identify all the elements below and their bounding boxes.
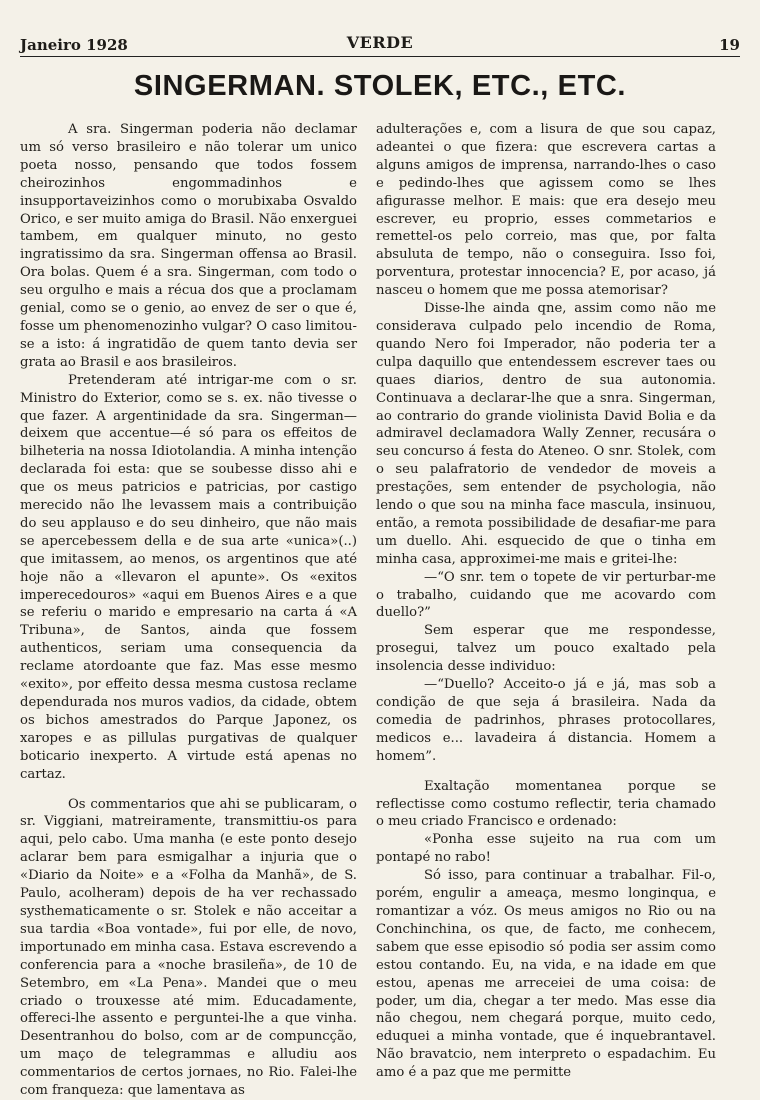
paragraph: Disse-lhe ainda qne, assim como não me considerava culpado pelo incendio de Roma, quando Nero foi Imperador, não poderia ter a culpa daquillo que entendessem escrever taes ou quaes diarios, dentro de sua autonomia. Continuava a declarar-lhe que a snra. Singerman, ao contrario do grande violinista David Bolia e da admiravel declamadora Wally Zenner, recusára o seu concurso á festa do Ateneo. O snr. Stolek, com o seu palafratorio de vendedor de moveis a prestações, sem entender de psychologia, não lendo o que sou na minha face mascula, insinuou, então, a remota possibilidade de desafiar-me para um duello. Ahi. esquecido de que o tinha em minha casa, approximei-me mais e gritei-lhe: xyxy=(376,301,716,567)
paragraph: Só isso, para continuar a trabalhar. Fil-o, porém, engulir a ameaça, mesmo longinqua, e romantizar a vóz. Os meus amigos no Rio ou na Conchinchina, os que, de facto, me conhecem, sabem que esse episodio só podia ser assim como estou contando. Eu, na vida, e na idade em que estou, apenas me arreceiei de uma coisa: de poder, um dia, chegar a ter medo. Mas esse dia não chegou, nem chegará porque, muito cedo, eduquei a minha vontade, que é inquebrantavel. Não bravatcio, nem interpreto o espadachim. Eu amo é a paz que me permitte xyxy=(376,868,716,1081)
paragraph: Sem esperar que me respondesse, prosegui, talvez um pouco exaltado pela insolencia desse individuo: xyxy=(376,623,716,675)
paragraph: Os commentarios que ahi se publicaram, o sr. Viggiani, matreiramente, transmittiu-os para aqui, pelo cabo. Uma manha (e este ponto desejo aclarar bem para esmigalhar a injuria que o «Diario da Noite» e a «Folha da Manhã», de S. Paulo, acolheram) depois de ha ver rechassado systhematicamente o sr. Stolek e não acceitar a sua tardia «Boa vontade», fui por elle, de novo, importunado em minha casa. Estava escrevendo a conferencia para a «noche brasileña», de 10 de Setembro, em «La Pena». Mandei que o meu criado o trouxesse até mim. Educadamente, offereci-lhe assento e perguntei-lhe a que vinha. Desentranhou do bolso, com ar de compuncção, um maço de telegrammas e alludiu aos commentarios de certos jornaes, no Rio. Falei-lhe com franqueza: que lamentava as xyxy=(20,796,357,1099)
left-column xyxy=(20,121,357,1099)
paragraph: —“Duello? Acceito-o já e já, mas sob a condição de que seja á brasileira. Nada da comedia de padrinhos, phrases protocollares, medicos e... lavadeira á distancia. Homem a homem”. xyxy=(376,677,716,764)
article-title: SINGERMAN. STOLEK, ETC., ETC. xyxy=(133,70,627,102)
right-column xyxy=(376,121,716,1081)
paragraph: A sra. Singerman poderia não declamar um só verso brasileiro e não tolerar um unico poeta nosso, pensando que todos fossem cheirozinhos engommadinhos e insupportaveizinhos como o morubixaba Osvaldo Orico, e ser muito amiga do Brasil. Não enxerguei tambem, em qualquer minuto, no gesto ingratissimo da sra. Singerman offensa ao Brasil. Ora bolas. Quem é a sra. Singerman, com todo o seu orgulho e mais a récua dos que a proclamam genial, como se o genio, ao envez de ser o que é, fosse um phenomenozinho vulgar? O caso limitou-se a isto: á ingratidão de quem tanto devia ser grata ao Brasil e aos brasileiros. xyxy=(20,122,357,370)
issue-date: Janeiro 1928 xyxy=(20,36,128,54)
paragraph: —“O snr. tem o topete de vir perturbar-me o trabalho, cuidando que me acovardo com duello?” xyxy=(376,569,716,621)
paragraph: Pretenderam até intrigar-me com o sr. Ministro do Exterior, como se s. ex. não tivesse o que fazer. A argentinidade da sra. Singerman—deixem que accentue—é só para os effeitos de bilheteria na nossa Idiotolandia. A minha intenção declarada foi esta: que se soubesse disso ahi e que os meus patricios e patricias, por castigo merecido não lhe levassem mais a contribuição do seu applauso e do seu dinheiro, que não mais se apercebessem della e de sua arte «unica»(..) que imitassem, ao menos, os argentinos que até hoje não a «llevaron el apunte». Os «exitos imperecedouros» «aqui em Buenos Aires e a que se referiu o marido e empresario na carta á «A Tribuna», de Santos, ainda que fossem authenticos, seriam uma consequencia da reclame atordoante que faz. Mas esse mesmo «exito», por effeito dessa mesma custosa reclame dependurada nos muros vadios, da cidade, obtem os bichos amestrados do Parque Japonez, os xaropes e as pillulas purgativas de qualquer boticario inexperto. A virtude está apenas no cartaz. xyxy=(20,372,357,782)
paragraph: adulterações e, com a lisura de que sou capaz, adeantei o que fizera: que escrevera cartas a alguns amigos de imprensa, narrando-lhes o caso e pedindo-lhes que agissem como se lhes afigurasse melhor. E mais: que era desejo meu escrever, eu proprio, esses commetarios e remettel-os pelo correio, mas que, por falta absuluta de tempo, não o conseguira. Isso foi, porventura, protestar innocencia? E, por acaso, já nasceu o homem que me possa atemorisar? xyxy=(376,122,716,299)
journal-name: VERDE xyxy=(346,33,414,52)
page-header xyxy=(20,34,740,57)
paragraph: «Ponha esse sujeito na rua com um pontapé no rabo! xyxy=(376,832,716,866)
page-number: 19 xyxy=(719,36,740,54)
paragraph: Exaltação momentanea porque se reflectisse como costumo reflectir, teria chamado o meu criado Francisco e ordenado: xyxy=(376,778,716,830)
